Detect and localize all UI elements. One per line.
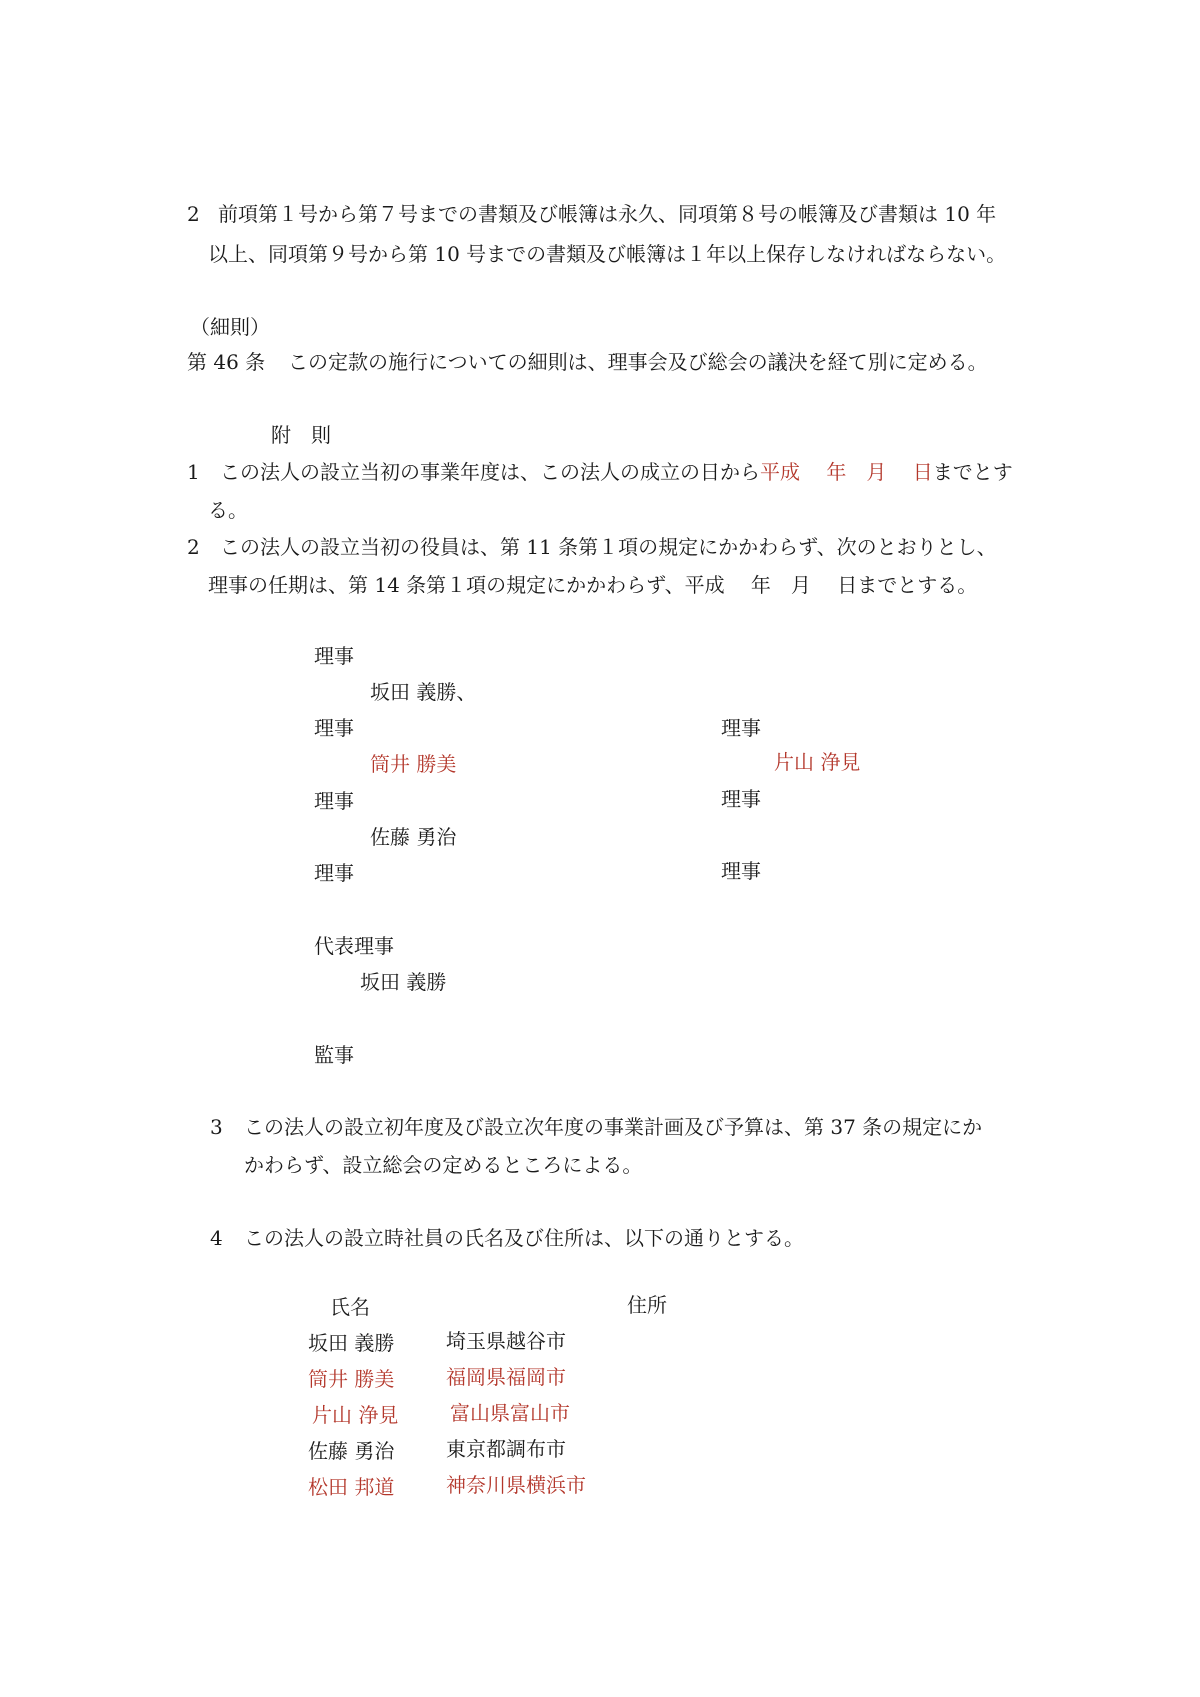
member-address-2: 福岡県福岡市 — [446, 1365, 566, 1389]
officer-left-role-2: 理事 — [314, 716, 354, 740]
item1-line1-date: 平成 年 月 日 — [760, 460, 933, 484]
item3-line1: この法人の設立初年度及び設立次年度の事業計画及び予算は、第 37 条の規定にか — [244, 1115, 983, 1139]
item2-line2: 理事の任期は、第 14 条第１項の規定にかかわらず、平成 年 月 日までとする。 — [208, 573, 978, 597]
member-address-5: 神奈川県横浜市 — [446, 1473, 586, 1497]
officer-left-name-1: 坂田 義勝、 — [370, 680, 477, 704]
item3-number: 3 — [210, 1115, 223, 1139]
article46-text: この定款の施行についての細則は、理事会及び総会の議決を経て別に定める。 — [288, 350, 988, 374]
item4-line1: この法人の設立時社員の氏名及び住所は、以下の通りとする。 — [244, 1226, 804, 1250]
member-name-5: 松田 邦道 — [308, 1475, 395, 1499]
representative-name: 坂田 義勝 — [360, 970, 447, 994]
supplementary-heading: 附 則 — [271, 423, 331, 447]
officer-right-name-1: 片山 浄見 — [774, 750, 861, 774]
item1-line1-text-b: までとす — [932, 460, 1013, 484]
item4-number: 4 — [210, 1226, 223, 1250]
members-header-address: 住所 — [627, 1293, 667, 1317]
member-name-1: 坂田 義勝 — [308, 1331, 395, 1355]
officer-right-role-3: 理事 — [721, 859, 761, 883]
auditor-role: 監事 — [314, 1043, 354, 1067]
member-name-3: 片山 浄見 — [312, 1403, 399, 1427]
item1-line1-text-a: この法人の設立当初の事業年度は、この法人の成立の日から — [220, 460, 760, 484]
member-name-4: 佐藤 勇治 — [308, 1439, 395, 1463]
member-name-2: 筒井 勝美 — [308, 1367, 395, 1391]
item1-line2: る。 — [208, 498, 248, 522]
item2-line1: この法人の設立当初の役員は、第 11 条第１項の規定にかかわらず、次のとおりとし、 — [220, 535, 997, 559]
para2-line1: 前項第１号から第７号までの書類及び帳簿は永久、同項第８号の帳簿及び書類は 10 年 — [218, 202, 997, 226]
article46-number: 第 46 条 — [187, 350, 266, 374]
officer-left-name-2: 筒井 勝美 — [370, 752, 457, 776]
member-address-4: 東京都調布市 — [446, 1437, 566, 1461]
para2-number: 2 — [187, 202, 200, 226]
officer-left-role-3: 理事 — [314, 789, 354, 813]
members-header-name: 氏名 — [330, 1295, 370, 1319]
item1-number: 1 — [187, 460, 200, 484]
article46-heading: （細則） — [190, 315, 270, 339]
member-address-1: 埼玉県越谷市 — [446, 1329, 566, 1353]
item2-number: 2 — [187, 535, 200, 559]
item3-line2: かわらず、設立総会の定めるところによる。 — [244, 1153, 643, 1177]
officer-right-role-2: 理事 — [721, 787, 761, 811]
representative-role: 代表理事 — [314, 934, 394, 958]
officer-left-role-4: 理事 — [314, 861, 354, 885]
para2-line2: 以上、同項第９号から第 10 号までの書類及び帳簿は１年以上保存しなければならない。 — [208, 242, 1007, 266]
officer-left-role-1: 理事 — [314, 644, 354, 668]
officer-left-name-3: 佐藤 勇治 — [370, 825, 457, 849]
item1-line1 — [220, 462, 1013, 482]
officer-right-role-1: 理事 — [721, 716, 761, 740]
member-address-3: 富山県富山市 — [450, 1401, 570, 1425]
